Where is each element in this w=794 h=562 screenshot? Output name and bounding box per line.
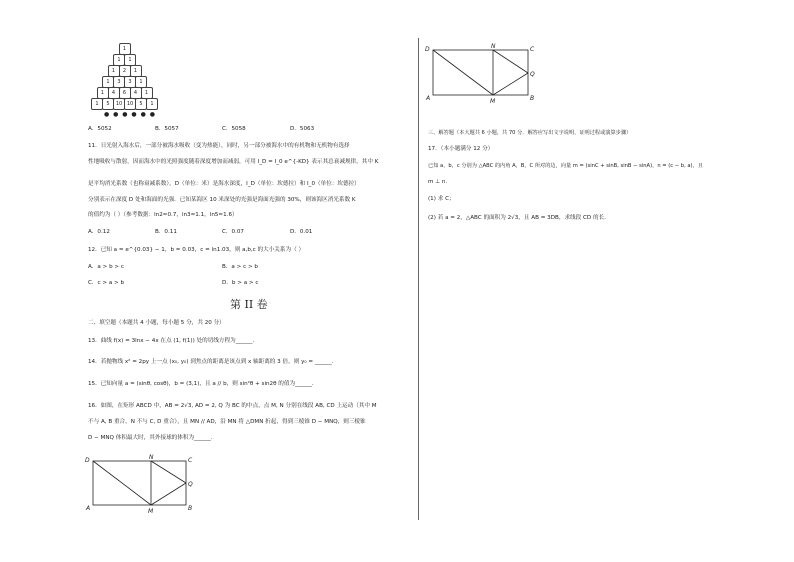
label-b-right: B	[530, 95, 535, 102]
segment-nq-right	[493, 50, 528, 73]
q17-line-2: m ⊥ n.	[428, 179, 448, 185]
label-q-right: Q	[530, 71, 535, 78]
q11-option-a: A．0.12	[88, 229, 110, 235]
q17-part-1: (1) 求 C；	[428, 196, 455, 202]
pyramid-cell: 5	[135, 98, 147, 110]
q11-option-c: C．0.07	[222, 229, 244, 235]
q10-option-c: C．5058	[222, 126, 246, 132]
pyramid-cell: 1	[108, 65, 120, 77]
q12-option-c: C．c > a > b	[88, 280, 125, 286]
label-q: Q	[188, 481, 193, 488]
segment-nq	[151, 461, 186, 483]
label-c: C	[188, 457, 193, 464]
column-divider	[418, 38, 419, 520]
pyramid-cell: 5	[102, 98, 114, 110]
label-d: D	[85, 457, 90, 464]
q12-option-b: B．a > c > b	[222, 264, 258, 270]
q11-line-4: 分别表示在深度 D 处和海面的光强．已知某海区 10 米深处的光强是海面光强的 30%，则该海区消光系数 K	[88, 197, 356, 203]
label-c-right: C	[530, 46, 535, 53]
pyramid-cell: 1	[135, 76, 147, 88]
q13-stem: 13．曲线 f(x) = 3lnx − 4x 在点 (1, f(1)) 处的切线方程为______.	[88, 338, 255, 344]
label-d-right: D	[425, 46, 430, 53]
label-a-right: A	[426, 95, 431, 102]
q12-option-a: A．a > b > c	[88, 264, 124, 270]
segment-dm	[93, 461, 151, 505]
pyramid-cell: 1	[119, 43, 131, 55]
pyramid-cell: 2	[119, 65, 131, 77]
q10-option-d: D．5063	[290, 126, 315, 132]
q12-stem: 12．已知 a = e^{0.03} − 1，b = 0.03，c = ln1.03，则 a,b,c 的大小关系为（ ）	[88, 247, 305, 253]
pyramid-cell: 1	[124, 54, 136, 66]
q16-rectangle-figure	[84, 452, 199, 514]
q11-line-1: 11．日光射入海水后，一部分被海水吸收（变为热能），同时，另一部分被海水中的有机物和无机物有选择	[88, 143, 350, 149]
part-2-title: 第 II 卷	[230, 298, 268, 311]
pyramid-cell: 1	[97, 87, 109, 99]
q11-option-d: D．0.01	[290, 229, 313, 235]
label-a: A	[86, 505, 91, 512]
pyramid-cell: 1	[141, 87, 153, 99]
label-n: N	[149, 454, 154, 461]
pyramid-continuation-dots: ● ● ● ● ● ●	[104, 111, 156, 118]
pyramid-cell: 1	[91, 98, 103, 110]
q11-line-2: 性地吸收与散射，因而海水中的光照强度随着深度增加而减弱，可用 I_D = I_0 e^{-KD} 表示其总衰减规律，其中 K	[88, 159, 379, 165]
q11-option-b: B．0.11	[155, 229, 177, 235]
segment-mq-right	[493, 73, 528, 95]
segment-dm-right	[433, 50, 493, 95]
pyramid-cell: 1	[102, 76, 114, 88]
rect-abcd-right	[433, 50, 528, 95]
pyramid-cell: 1	[130, 65, 142, 77]
q10-option-a: A．5052	[88, 126, 112, 132]
pyramid-cell: 10	[124, 98, 136, 110]
segment-mq	[151, 483, 186, 505]
pyramid-cell: 3	[124, 76, 136, 88]
q16-line-3: D − MNQ 体积最大时，其外接球的体积为______.	[88, 435, 213, 441]
right-rectangle-figure	[424, 40, 539, 104]
rect-abcd	[93, 461, 186, 505]
pyramid-cell: 10	[113, 98, 125, 110]
section-3-header: 三、解答题（本大题共 6 小题，共 70 分．解答应写出文字说明、证明过程或演算步骤）	[428, 130, 632, 136]
q11-line-3: 是平均消光系数（也称衰减系数），D（单位：米）是海水深度，I_D（单位：坎德拉）和 I_0（单位：坎德拉）	[88, 181, 360, 187]
pyramid-cell: 1	[113, 54, 125, 66]
q11-line-5: 的值约为（ ）（参考数据：ln2≈0.7，ln3≈1.1，ln5≈1.6）	[88, 212, 238, 218]
label-m: M	[148, 508, 154, 514]
q17-line-1: 已知 a，b，c 分别为 △ABC 的内角 A，B，C 所对的边，向量 m = (sinC + sinB, sinB − sinA)，n = (c − b, a)，且	[428, 163, 703, 169]
q16-line-1: 16．如图，在矩形 ABCD 中，AB = 2√3, AD = 2, Q 为 BC 的中点，点 M, N 分别在线段 AB, CD 上运动（其中 M	[88, 403, 377, 409]
label-m-right: M	[490, 98, 496, 104]
pyramid-cell: 1	[146, 98, 158, 110]
pyramid-cell: 6	[119, 87, 131, 99]
q12-option-d: D．b > a > c	[222, 280, 259, 286]
q15-stem: 15．已知向量 a = (sinθ, cosθ)，b = (3,1)，且 a // b，则 sin²θ + sin2θ 的值为______.	[88, 381, 314, 387]
q17-title: 17．（本小题满分 12 分）	[428, 146, 494, 152]
q17-part-2: (2) 若 a = 2，△ABC 的面积为 2√3，且 AB = 3DB，求线段 CD 的长.	[428, 215, 606, 221]
pyramid-cell: 4	[130, 87, 142, 99]
q16-line-2: 不与 A, B 重合，N 不与 C, D 重合），且 MN // AD，沿 MN 将 △DMN 折起，得到三棱锥 D − MNQ，则三棱锥	[88, 419, 366, 425]
q10-option-b: B．5057	[155, 126, 179, 132]
label-b: B	[188, 505, 193, 512]
pyramid-cell: 3	[113, 76, 125, 88]
section-2-header: 二、填空题（本题共 4 小题，每小题 5 分，共 20 分）	[88, 320, 225, 326]
q14-stem: 14．若抛物线 x² = 2py 上一点 (x₀, y₀) 到焦点的距离是该点到 x 轴距离的 3 倍，则 y₀ = ______.	[88, 359, 334, 365]
label-n-right: N	[491, 43, 496, 50]
pyramid-cell: 4	[108, 87, 120, 99]
